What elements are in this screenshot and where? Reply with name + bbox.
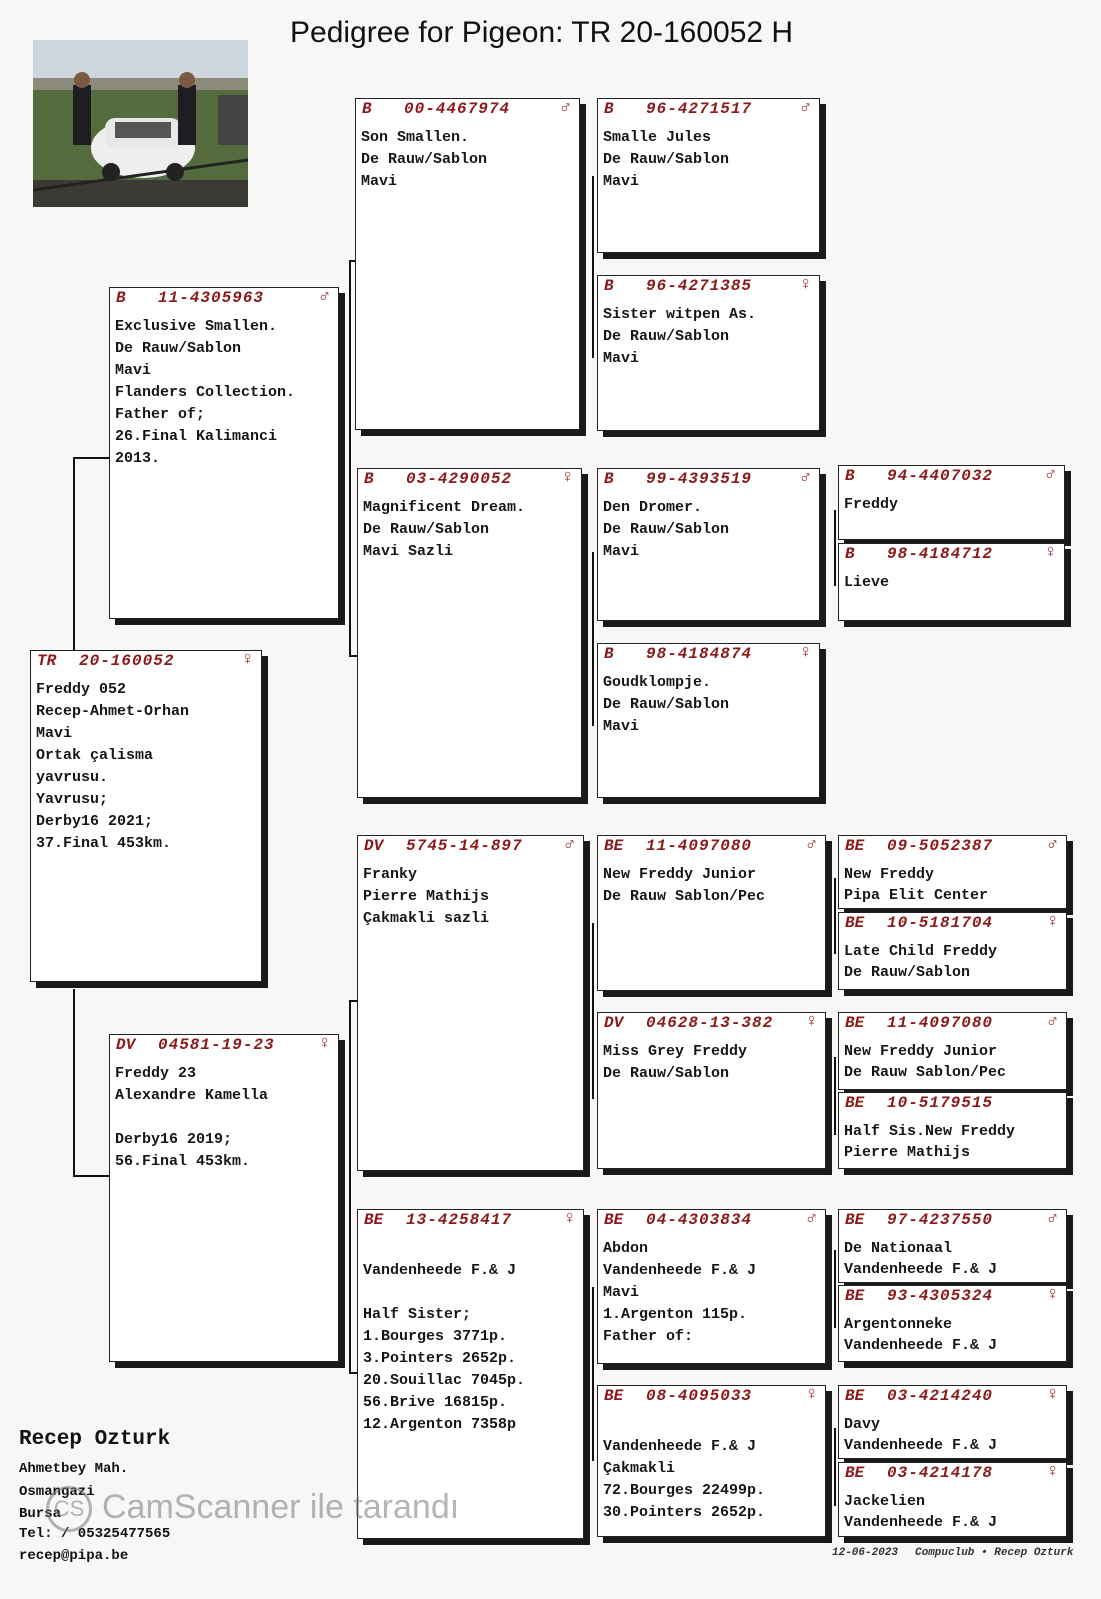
card-line: De Rauw/Sablon: [603, 151, 730, 168]
pigeon-owner-photo: [33, 40, 248, 207]
country-code: BE: [604, 1387, 624, 1405]
card-line: Magnificent Dream.: [363, 499, 526, 516]
card-line: Derby16 2021;: [36, 813, 154, 830]
pedigree-card-ss: [355, 98, 580, 430]
card-line: Vandenheede F.& J: [603, 1438, 757, 1455]
pedigree-card-sdsd: [838, 543, 1065, 621]
card-line: De Rauw/Sablon: [363, 521, 490, 538]
card-line: De Rauw/Sablon: [603, 1065, 730, 1082]
pedigree-card-ddds: [838, 1385, 1067, 1459]
country-code: BE: [604, 1211, 624, 1229]
country-code: B: [364, 470, 374, 488]
card-line: Freddy: [844, 496, 899, 513]
card-line: Mavi: [603, 173, 640, 190]
female-icon: ♀: [319, 1034, 330, 1054]
card-line: Pierre Mathijs: [844, 1144, 971, 1161]
pedigree-card-dsss: [838, 835, 1067, 909]
country-code: DV: [364, 837, 384, 855]
card-line: 37.Final 453km.: [36, 835, 172, 852]
pedigree-card-sd: [357, 468, 582, 798]
ring-number: 98-4184712: [887, 545, 994, 563]
card-line: Den Dromer.: [603, 499, 703, 516]
ring-number: 10-5179515: [887, 1094, 994, 1112]
ring-number: 04-4303834: [646, 1211, 753, 1229]
male-icon: ♂: [319, 287, 330, 307]
pedigree-card-dam: [109, 1034, 339, 1362]
card-line: 1.Bourges 3771p.: [363, 1328, 508, 1345]
card-line: Mavi: [603, 543, 640, 560]
country-code: BE: [845, 1464, 865, 1482]
country-code: BE: [845, 1387, 865, 1405]
female-icon: ♀: [1047, 1462, 1058, 1482]
card-line: De Rauw/Sablon: [603, 521, 730, 538]
card-header: [601, 100, 811, 120]
card-header: [842, 1387, 1058, 1407]
female-icon: ♀: [1047, 1385, 1058, 1405]
card-header: [601, 277, 811, 297]
pedigree-card-dddd: [838, 1462, 1067, 1537]
ring-number: 11-4097080: [887, 1014, 994, 1032]
card-line: Father of;: [115, 406, 206, 423]
card-header: [601, 1014, 817, 1034]
software-credit: Compuclub • Recep Ozturk: [915, 1547, 1074, 1559]
male-icon: ♂: [1047, 1012, 1058, 1032]
male-icon: ♂: [1047, 1209, 1058, 1229]
ring-number: 08-4095033: [646, 1387, 753, 1405]
card-line: Argentonneke: [844, 1316, 953, 1333]
card-line: Goudklompje.: [603, 674, 712, 691]
card-line: Pipa Elit Center: [844, 887, 989, 904]
country-code: B: [604, 470, 614, 488]
card-line: De Rauw Sablon/Pec: [844, 1064, 1007, 1081]
breeder-address-line-3: Bursa: [19, 1506, 62, 1522]
country-code: B: [845, 545, 855, 563]
country-code: BE: [604, 837, 624, 855]
print-date: 12-06-2023: [832, 1547, 899, 1559]
card-line: Franky: [363, 866, 418, 883]
card-line: Son Smallen.: [361, 129, 470, 146]
card-line: 20.Souillac 7045p.: [363, 1372, 526, 1389]
pedigree-card-sds: [597, 468, 820, 621]
card-header: [842, 837, 1058, 857]
ring-number: 09-5052387: [887, 837, 994, 855]
country-code: BE: [845, 1287, 865, 1305]
female-icon: ♀: [1045, 543, 1056, 563]
female-icon: ♀: [800, 643, 811, 663]
pedigree-card-dsd: [597, 1012, 826, 1169]
card-header: [601, 470, 811, 490]
card-line: New Freddy Junior: [603, 866, 757, 883]
card-line: 3.Pointers 2652p.: [363, 1350, 517, 1367]
card-line: 56.Brive 16815p.: [363, 1394, 508, 1411]
ring-number: 97-4237550: [887, 1211, 994, 1229]
card-line: 1.Argenton 115p.: [603, 1306, 748, 1323]
card-line: Sister witpen As.: [603, 306, 757, 323]
card-line: Vandenheede F.& J: [844, 1337, 998, 1354]
male-icon: ♂: [564, 835, 575, 855]
card-line: Freddy 23: [115, 1065, 197, 1082]
card-line: 26.Final Kalimanci: [115, 428, 278, 445]
card-line: Half Sister;: [363, 1306, 472, 1323]
ring-number: 13-4258417: [406, 1211, 513, 1229]
male-icon: ♂: [800, 98, 811, 118]
ring-number: 04628-13-382: [646, 1014, 774, 1032]
ring-number: 99-4393519: [646, 470, 753, 488]
card-line: Mavi: [603, 350, 640, 367]
card-line: 12.Argenton 7358p: [363, 1416, 517, 1433]
breeder-phone: Tel: / 05325477565: [19, 1526, 171, 1542]
ring-number: 04581-19-23: [158, 1036, 275, 1054]
ring-number: 03-4290052: [406, 470, 513, 488]
country-code: B: [604, 277, 614, 295]
country-code: B: [362, 100, 372, 118]
watermark-text: CamScanner ile tarandı: [102, 1487, 460, 1526]
card-line: Ortak çalisma: [36, 747, 154, 764]
card-header: [359, 100, 571, 120]
pedigree-card-dds: [597, 1209, 826, 1364]
card-line: Smalle Jules: [603, 129, 712, 146]
ring-number: 11-4097080: [646, 837, 753, 855]
card-line: Mavi: [36, 725, 73, 742]
card-line: Alexandre Kamella: [115, 1087, 269, 1104]
ring-number: 00-4467974: [404, 100, 511, 118]
card-header: [601, 645, 811, 665]
pedigree-card-dss: [597, 835, 826, 991]
female-icon: ♀: [242, 650, 253, 670]
card-line: De Rauw Sablon/Pec: [603, 888, 766, 905]
pedigree-card-ddss: [838, 1209, 1067, 1283]
country-code: DV: [116, 1036, 136, 1054]
ring-number: 96-4271517: [646, 100, 753, 118]
country-code: BE: [845, 914, 865, 932]
country-code: B: [604, 645, 614, 663]
card-line: De Rauw/Sablon: [115, 340, 242, 357]
card-line: 2013.: [115, 450, 161, 467]
card-line: De Rauw/Sablon: [603, 696, 730, 713]
card-line: Mavi Sazli: [363, 543, 454, 560]
breeder-email: recep@pipa.be: [19, 1548, 129, 1564]
pedigree-card-sdd: [597, 643, 820, 798]
ring-number: 98-4184874: [646, 645, 753, 663]
country-code: BE: [845, 1211, 865, 1229]
card-line: Yavrusu;: [36, 791, 109, 808]
card-line: Mavi: [603, 718, 640, 735]
card-header: [842, 1211, 1058, 1231]
card-line: Flanders Collection.: [115, 384, 296, 401]
card-line: Jackelien: [844, 1493, 926, 1510]
card-line: Derby16 2019;: [115, 1131, 233, 1148]
card-line: De Rauw/Sablon: [361, 151, 488, 168]
pedigree-card-ddsd: [838, 1285, 1067, 1362]
country-code: BE: [845, 837, 865, 855]
breeder-address-line-1: Ahmetbey Mah.: [19, 1461, 129, 1477]
pedigree-card-dsdd: [838, 1092, 1067, 1169]
ring-number: 03-4214240: [887, 1387, 994, 1405]
card-header: [361, 470, 573, 490]
country-code: B: [116, 289, 126, 307]
photo-illustration: [33, 40, 248, 207]
card-line: yavrusu.: [36, 769, 109, 786]
card-line: Çakmakli sazli: [363, 910, 490, 927]
card-line: Lieve: [844, 574, 890, 591]
female-icon: ♀: [562, 468, 573, 488]
card-line: Vandenheede F.& J: [844, 1437, 998, 1454]
card-line: Half Sis.New Freddy: [844, 1123, 1016, 1140]
female-icon: ♀: [806, 1385, 817, 1405]
card-header: [842, 1014, 1058, 1034]
pedigree-card-sire: [109, 287, 339, 619]
ring-number: 10-5181704: [887, 914, 994, 932]
card-header: [842, 1287, 1058, 1307]
card-header: [113, 289, 330, 309]
card-line: Davy: [844, 1416, 881, 1433]
female-icon: ♀: [1047, 1285, 1058, 1305]
card-line: Abdon: [603, 1240, 649, 1257]
female-icon: ♀: [564, 1209, 575, 1229]
card-line: Pierre Mathijs: [363, 888, 490, 905]
ring-number: 11-4305963: [158, 289, 265, 307]
ring-number: 93-4305324: [887, 1287, 994, 1305]
card-line: Freddy 052: [36, 681, 127, 698]
card-line: De Rauw/Sablon: [603, 328, 730, 345]
card-line: New Freddy Junior: [844, 1043, 998, 1060]
card-line: Mavi: [115, 362, 152, 379]
pedigree-card-subject: [30, 650, 262, 982]
pedigree-card-sss: [597, 98, 820, 253]
male-icon: ♂: [806, 835, 817, 855]
country-code: B: [845, 467, 855, 485]
card-line: Vandenheede F.& J: [844, 1514, 998, 1531]
card-line: 30.Pointers 2652p.: [603, 1504, 766, 1521]
ring-number: 96-4271385: [646, 277, 753, 295]
card-line: 56.Final 453km.: [115, 1153, 251, 1170]
card-header: [842, 1464, 1058, 1484]
card-line: De Rauw/Sablon: [844, 964, 971, 981]
card-line: 72.Bourges 22499p.: [603, 1482, 766, 1499]
card-header: [601, 1387, 817, 1407]
card-line: Exclusive Smallen.: [115, 318, 278, 335]
male-icon: ♂: [806, 1209, 817, 1229]
card-header: [113, 1036, 330, 1056]
pedigree-card-ddd: [597, 1385, 826, 1537]
country-code: DV: [604, 1014, 624, 1032]
card-line: Vandenheede F.& J: [603, 1262, 757, 1279]
card-header: [842, 545, 1056, 565]
male-icon: ♂: [800, 468, 811, 488]
card-header: [361, 837, 575, 857]
card-line: Recep-Ahmet-Orhan: [36, 703, 190, 720]
camscanner-watermark: [46, 1486, 516, 1532]
pedigree-card-ssd: [597, 275, 820, 431]
pedigree-card-sdss: [838, 465, 1065, 540]
card-header: [842, 467, 1056, 487]
card-line: Late Child Freddy: [844, 943, 998, 960]
pedigree-card-dsds: [838, 1012, 1067, 1090]
country-code: B: [604, 100, 614, 118]
female-icon: ♀: [800, 275, 811, 295]
country-code: BE: [845, 1014, 865, 1032]
card-line: Vandenheede F.& J: [844, 1261, 998, 1278]
male-icon: ♂: [560, 98, 571, 118]
card-line: Çakmakli: [603, 1460, 676, 1477]
card-line: Mavi: [603, 1284, 640, 1301]
country-code: BE: [364, 1211, 384, 1229]
card-header: [842, 1094, 1058, 1114]
card-line: Father of:: [603, 1328, 694, 1345]
card-line: Mavi: [361, 173, 398, 190]
card-header: [34, 652, 253, 672]
female-icon: ♀: [806, 1012, 817, 1032]
card-line: New Freddy: [844, 866, 935, 883]
camscanner-logo-icon: CS: [46, 1486, 92, 1532]
card-header: [601, 1211, 817, 1231]
card-header: [842, 914, 1058, 934]
card-line: De Nationaal: [844, 1240, 953, 1257]
card-line: Vandenheede F.& J: [363, 1262, 517, 1279]
card-line: Miss Grey Freddy: [603, 1043, 748, 1060]
breeder-name: Recep Ozturk: [19, 1428, 171, 1451]
female-icon: ♀: [1047, 912, 1058, 932]
ring-number: 94-4407032: [887, 467, 994, 485]
page-title: Pedigree for Pigeon: TR 20-160052 H: [290, 16, 794, 49]
card-header: [361, 1211, 575, 1231]
country-code: TR: [37, 652, 57, 670]
ring-number: 03-4214178: [887, 1464, 994, 1482]
ring-number: 5745-14-897: [406, 837, 523, 855]
pedigree-card-ds: [357, 835, 584, 1171]
card-header: [601, 837, 817, 857]
country-code: BE: [845, 1094, 865, 1112]
pedigree-card-dssd: [838, 912, 1067, 990]
breeder-address-line-2: Osmangazi: [19, 1484, 95, 1500]
male-icon: ♂: [1045, 465, 1056, 485]
ring-number: 20-160052: [79, 652, 175, 670]
male-icon: ♂: [1047, 835, 1058, 855]
